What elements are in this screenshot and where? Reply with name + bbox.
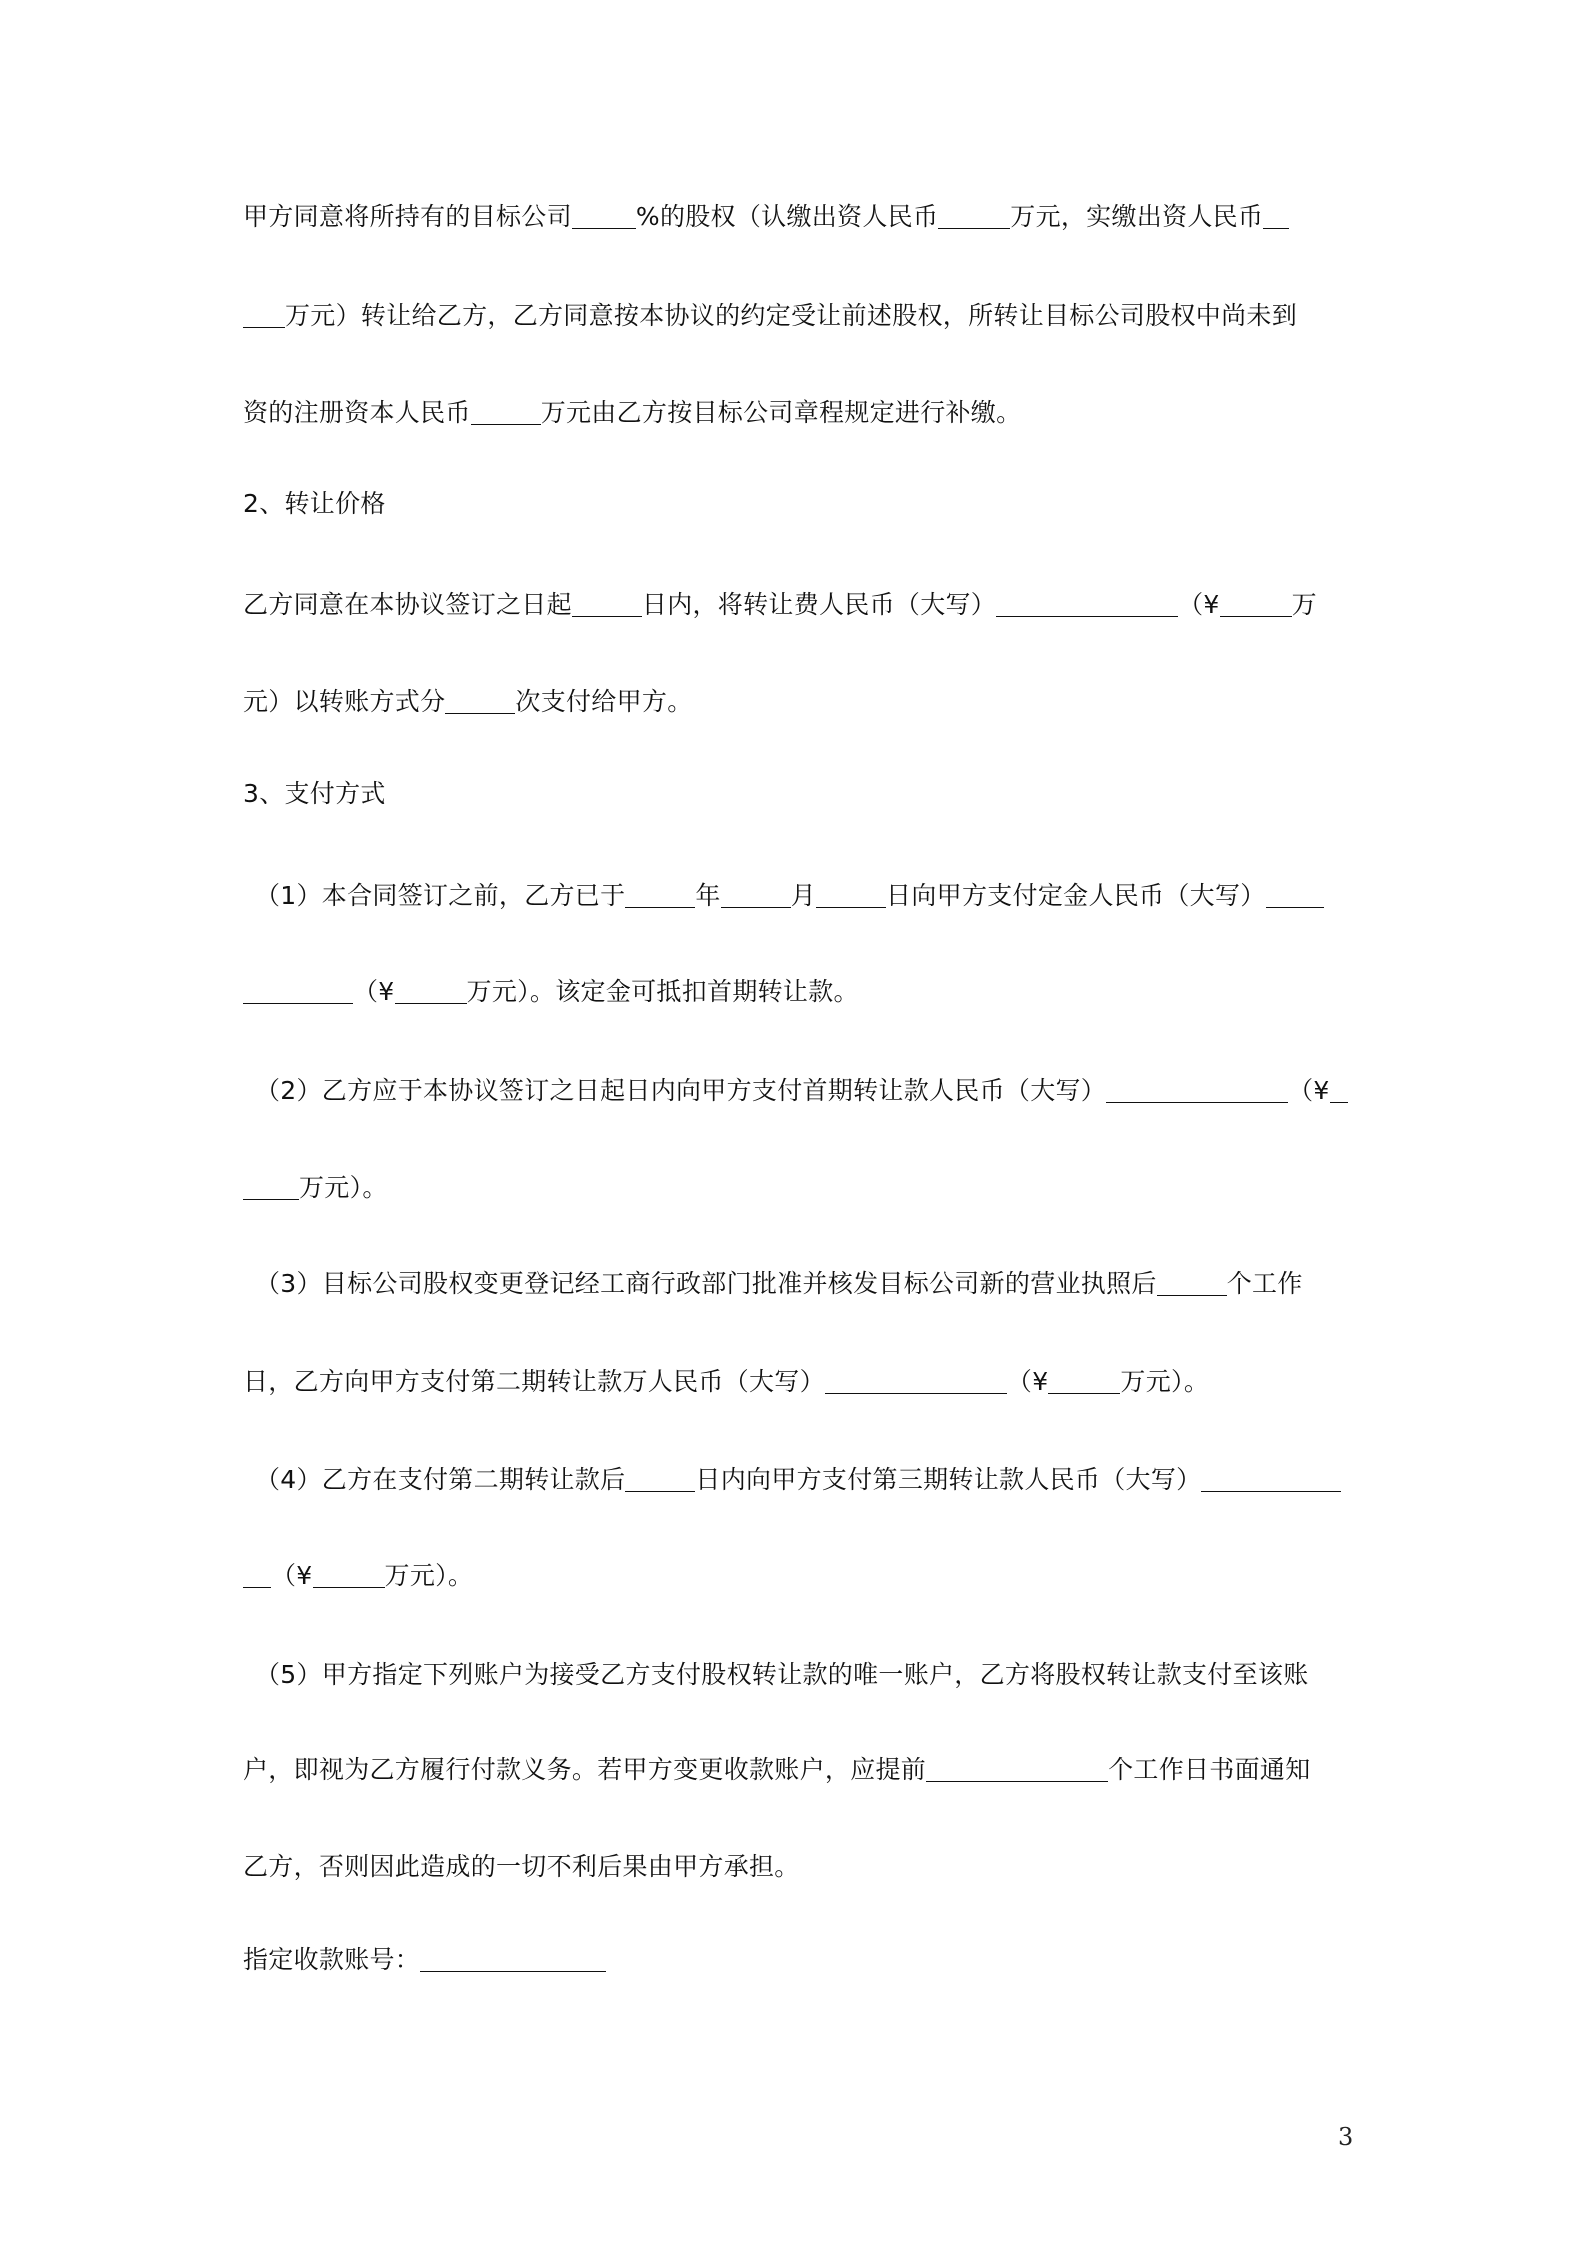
text: 日向甲方支付定金人民币（大写） xyxy=(886,881,1266,910)
account-label: 指定收款账号： xyxy=(243,1945,421,1974)
text: 万元由乙方按目标公司章程规定进行补缴。 xyxy=(540,398,1022,427)
clause2-line2 xyxy=(243,682,1353,722)
blank-field[interactable] xyxy=(721,877,791,908)
blank-field[interactable] xyxy=(996,586,1178,617)
account-number-field[interactable] xyxy=(420,1941,606,1972)
blank-field[interactable] xyxy=(313,1557,385,1588)
clause3-item4-line1 xyxy=(255,1460,1365,1500)
text: 户，即视为乙方履行付款义务。若甲方变更收款账户，应提前 xyxy=(243,1755,927,1784)
text: 万元）。 xyxy=(299,1173,388,1202)
blank-field[interactable] xyxy=(1263,198,1289,229)
text: %的股权（认缴出资人民币 xyxy=(635,202,939,231)
blank-field[interactable] xyxy=(1106,1072,1288,1103)
clause2-line1 xyxy=(243,585,1353,625)
blank-field[interactable] xyxy=(825,1363,1007,1394)
blank-field[interactable] xyxy=(1048,1363,1120,1394)
text: 日内，将转让费人民币（大写） xyxy=(641,590,997,619)
blank-field[interactable] xyxy=(445,683,515,714)
clause3-item1-line2 xyxy=(243,972,1353,1012)
text: （1）本合同签订之前，乙方已于 xyxy=(255,881,626,910)
text: 万元）。该定金可抵扣首期转让款。 xyxy=(466,977,859,1006)
account-line xyxy=(243,1940,1353,1980)
text: （2）乙方应于本协议签订之日起日内向甲方支付首期转让款人民币（大写） xyxy=(255,1076,1107,1105)
clause2-heading: 2、转让价格 xyxy=(243,489,386,518)
blank-field[interactable] xyxy=(1220,586,1292,617)
clause3-item2-line1 xyxy=(255,1071,1365,1111)
page-number: 3 xyxy=(1338,2123,1354,2151)
text: 万元）。 xyxy=(384,1561,474,1590)
text: （¥ xyxy=(1006,1367,1049,1396)
text: 乙方同意在本协议签订之日起 xyxy=(243,590,572,619)
text: （3）目标公司股权变更登记经工商行政部门批准并核发目标公司新的营业执照后 xyxy=(255,1269,1157,1298)
clause3-heading: 3、支付方式 xyxy=(243,779,386,808)
text: （¥ xyxy=(1178,590,1220,619)
blank-field[interactable] xyxy=(625,877,695,908)
text: 年 xyxy=(695,881,721,910)
text: （¥ xyxy=(353,977,395,1006)
text: 资的注册资本人民币 xyxy=(243,398,471,427)
text: 万元）转让给乙方，乙方同意按本协议的约定受让前述股权，所转让目标公司股权中尚未到 xyxy=(285,301,1298,330)
blank-field[interactable] xyxy=(243,1557,271,1588)
blank-field[interactable] xyxy=(572,198,636,229)
clause3-item1-line1 xyxy=(255,876,1365,916)
blank-field[interactable] xyxy=(926,1751,1108,1782)
clause3-item5-line3 xyxy=(243,1847,1353,1887)
text: 万元）。 xyxy=(1120,1367,1210,1396)
text: 个工作日书面通知 xyxy=(1108,1755,1311,1784)
blank-field[interactable] xyxy=(243,973,353,1004)
clause1-line1 xyxy=(243,197,1353,237)
text: （¥ xyxy=(271,1561,313,1590)
blank-field[interactable] xyxy=(1201,1461,1341,1492)
clause3-item4-line2 xyxy=(243,1556,1353,1596)
text: （5）甲方指定下列账户为接受乙方支付股权转让款的唯一账户，乙方将股权转让款支付至该账 xyxy=(255,1660,1309,1689)
blank-field[interactable] xyxy=(625,1461,695,1492)
text: 甲方同意将所持有的目标公司 xyxy=(243,202,572,231)
blank-field[interactable] xyxy=(471,394,541,425)
blank-field[interactable] xyxy=(1266,877,1324,908)
text: 日内向甲方支付第三期转让款人民币（大写） xyxy=(695,1465,1202,1494)
blank-field[interactable] xyxy=(395,973,467,1004)
clause3-item3-line1 xyxy=(255,1264,1365,1304)
text: 元）以转账方式分 xyxy=(243,687,446,716)
clause1-line3 xyxy=(243,393,1353,433)
text: （4）乙方在支付第二期转让款后 xyxy=(255,1465,626,1494)
blank-field[interactable] xyxy=(1330,1072,1348,1103)
text: 万元，实缴出资人民币 xyxy=(1010,202,1264,231)
text: 乙方，否则因此造成的一切不利后果由甲方承担。 xyxy=(243,1852,800,1881)
text: 日，乙方向甲方支付第二期转让款万人民币（大写） xyxy=(243,1367,825,1396)
text: （¥ xyxy=(1288,1076,1330,1105)
blank-field[interactable] xyxy=(816,877,886,908)
clause3-item5-line2 xyxy=(243,1750,1353,1790)
clause1-line2 xyxy=(243,296,1353,336)
text: 次支付给甲方。 xyxy=(515,687,693,716)
blank-field[interactable] xyxy=(243,1169,299,1200)
blank-field[interactable] xyxy=(1157,1265,1227,1296)
clause3-item3-line2 xyxy=(243,1362,1353,1402)
clause3-item2-line2 xyxy=(243,1168,1353,1208)
clause3-item5-line1 xyxy=(255,1655,1365,1695)
text: 万 xyxy=(1291,590,1317,619)
blank-field[interactable] xyxy=(938,198,1010,229)
text: 月 xyxy=(790,881,817,910)
blank-field[interactable] xyxy=(572,586,642,617)
blank-field[interactable] xyxy=(243,297,285,328)
text: 个工作 xyxy=(1226,1269,1303,1298)
